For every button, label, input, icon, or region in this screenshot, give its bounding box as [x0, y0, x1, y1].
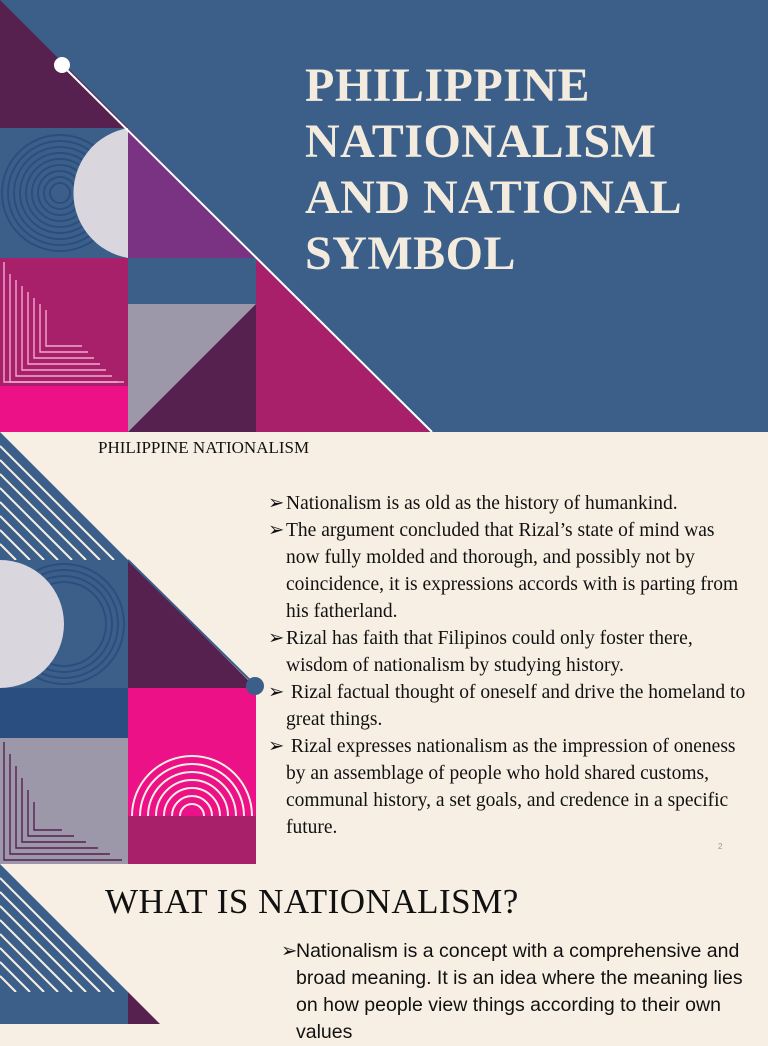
arrow-bullet-icon: ➢: [268, 628, 285, 649]
arrow-bullet-icon: ➢: [268, 520, 285, 541]
title-line: PHILIPPINE: [305, 59, 591, 112]
section-heading: WHAT IS NATIONALISM?: [105, 882, 519, 921]
presentation-title: [305, 58, 682, 282]
list-item: ➢The argument concluded that Rizal’s state of mind was now fully molded and thorough, and possibly not by coincidence, it is expressions accords with is parting from his fatherland.: [268, 517, 748, 625]
page-number: 2: [718, 842, 723, 851]
bullet-list: [281, 938, 751, 1046]
list-item: ➢Rizal has faith that Filipinos could only foster there, wisdom of nationalism by studying history.: [268, 625, 748, 679]
title-line: AND NATIONAL: [305, 171, 683, 224]
title-slide: [0, 0, 768, 432]
arrow-bullet-icon: ➢: [268, 736, 285, 757]
navy-tile: [0, 992, 128, 1024]
list-item: ➢ Rizal factual thought of oneself and drive the homeland to great things.: [268, 679, 748, 733]
title-line: SYMBOL: [305, 227, 517, 280]
content-slide-what-is-nationalism: [0, 864, 768, 1043]
navy-strip: [128, 258, 256, 304]
hot-pink-strip: [0, 386, 128, 432]
list-item: ➢ Rizal expresses nationalism as the impression of oneness by an assemblage of people who hold shared customs, communal history, a set goals, and credence in a specific future.: [268, 733, 748, 841]
content-slide-philippine-nationalism: [0, 432, 768, 864]
bullet-list: [268, 490, 748, 841]
arrow-bullet-icon: ➢: [268, 682, 285, 703]
title-line: NATIONALISM: [305, 115, 657, 168]
list-item: ➢Nationalism is as old as the history of humankind.: [268, 490, 748, 517]
arrow-bullet-icon: ➢: [268, 493, 285, 514]
navy-dot: [246, 677, 264, 695]
white-dot: [54, 57, 70, 73]
list-item: ➢Nationalism is a concept with a comprehensive and broad meaning. It is an idea where the meaning lies on how people view things according to their own values: [281, 940, 743, 1043]
striped-triangle-tile: [0, 258, 128, 386]
gray-violet-tile: [0, 738, 128, 864]
section-heading: PHILIPPINE NATIONALISM: [98, 438, 310, 457]
blue-strip: [0, 688, 128, 738]
arrow-bullet-icon: ➢: [281, 940, 298, 962]
magenta-strip: [128, 816, 256, 864]
